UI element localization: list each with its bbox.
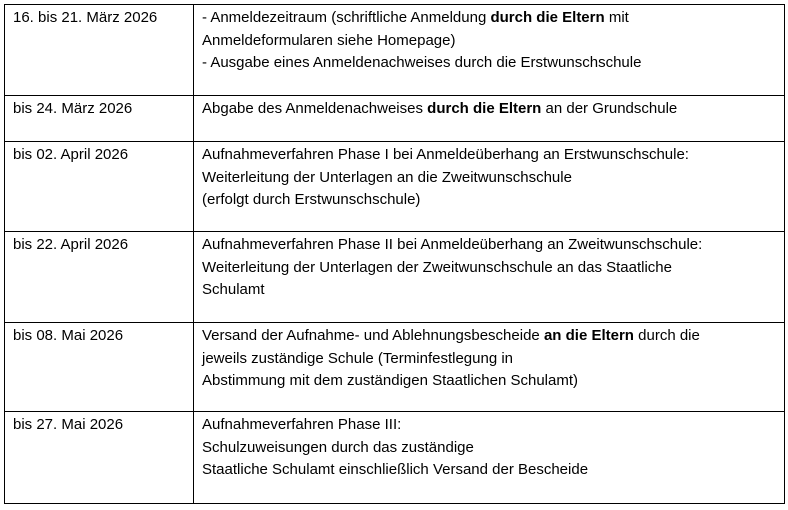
emphasis-text: durch die Eltern <box>490 9 605 26</box>
table-row <box>5 412 785 504</box>
description-line: Weiterleitung der Unterlagen an die Zweitwunschschule <box>202 168 572 186</box>
description-line: Schulzuweisungen durch das zuständige <box>202 438 474 456</box>
description-line: Staatliche Schulamt einschließlich Versand der Bescheide <box>202 461 589 478</box>
table-row <box>5 323 785 412</box>
description-cell <box>194 412 785 504</box>
emphasis-text: an die Eltern <box>543 327 634 344</box>
table-row <box>5 96 785 142</box>
description-line: Versand der Aufnahme- und Ablehnungsbescheide an die Eltern durch die <box>202 327 700 344</box>
description-line: Aufnahmeverfahren Phase I bei Anmeldeüberhang an Erstwunschschule: <box>202 146 689 163</box>
description-line: (erfolgt durch Erstwunschschule) <box>202 191 421 208</box>
description-cell <box>194 96 785 142</box>
table-row <box>5 142 785 232</box>
date-cell: bis 02. April 2026 <box>5 142 194 232</box>
description-line: Abgabe des Anmeldenachweises durch die Eltern an der Grundschule <box>202 100 678 117</box>
date-cell: 16. bis 21. März 2026 <box>5 5 194 96</box>
description-line: - Ausgabe eines Anmeldenachweises durch die Erstwunschschule <box>202 54 642 71</box>
description-line: Weiterleitung der Unterlagen der Zweitwunschschule an das Staatliche <box>202 258 672 276</box>
description-line: Schulamt <box>202 281 265 298</box>
description-line: Abstimmung mit dem zuständigen Staatlichen Schulamt) <box>202 372 579 389</box>
emphasis-text: durch die Eltern <box>427 100 542 117</box>
description-cell <box>194 323 785 412</box>
schedule-table <box>4 4 785 504</box>
description-cell <box>194 142 785 232</box>
date-cell: bis 24. März 2026 <box>5 96 194 142</box>
table-row <box>5 232 785 323</box>
date-cell: bis 22. April 2026 <box>5 232 194 323</box>
description-line: jeweils zuständige Schule (Terminfestlegung in <box>202 349 514 367</box>
date-cell: bis 27. Mai 2026 <box>5 412 194 504</box>
description-line: - Anmeldezeitraum (schriftliche Anmeldung durch die Eltern mit <box>202 9 629 26</box>
description-cell <box>194 232 785 323</box>
description-cell <box>194 5 785 96</box>
table-row <box>5 5 785 96</box>
description-line: Aufnahmeverfahren Phase II bei Anmeldeüberhang an Zweitwunschschule: <box>202 236 703 253</box>
date-cell: bis 08. Mai 2026 <box>5 323 194 412</box>
description-line: Anmeldeformularen siehe Homepage) <box>202 31 456 49</box>
description-line: Aufnahmeverfahren Phase III: <box>202 416 402 433</box>
